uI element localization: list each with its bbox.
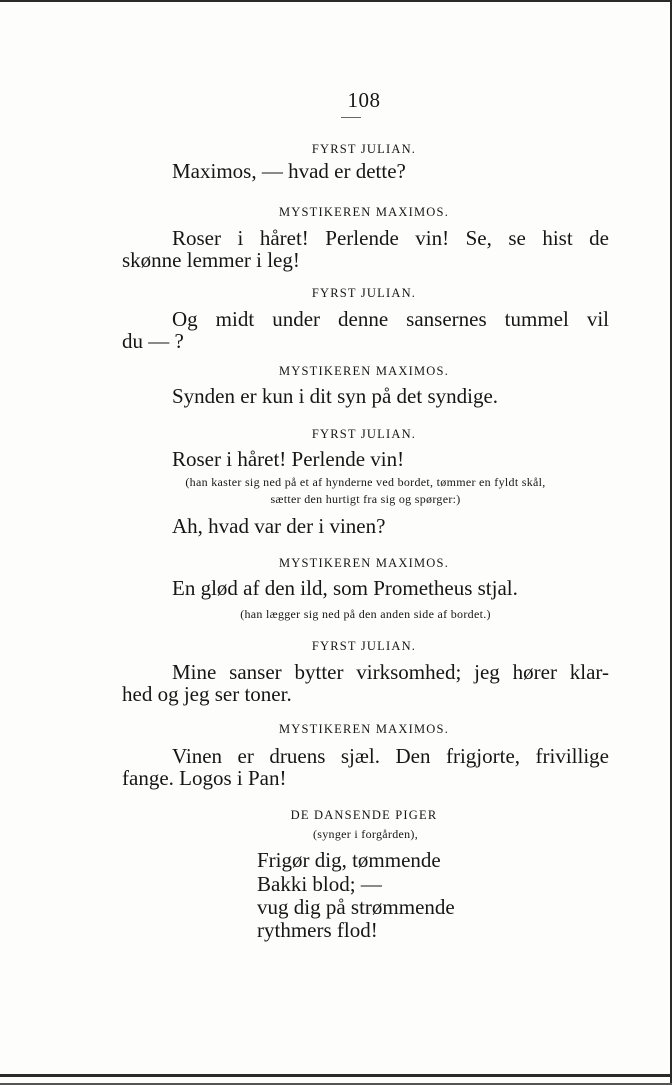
dialogue-line: Og midt under denne sansernes tummel vil [172,307,609,331]
dialogue-line: Roser i håret! Perlende vin! [172,447,405,471]
dialogue-line: Synden er kun i dit syn på det syndige. [172,384,499,408]
speaker-heading: FYRST JULIAN. [311,427,417,441]
stage-direction: (synger i forgården), [312,827,419,841]
dialogue-line: fange. Logos i Pan! [122,766,287,790]
dialogue-line: skønne lemmer i leg! [122,248,300,272]
stage-direction: sætter den hurtigt fra sig og spørger:) [270,492,461,506]
speaker-heading: MYSTIKEREN MAXIMOS. [278,364,450,378]
verse-line: rythmers flod! [257,918,378,942]
dialogue-line: Ah, hvad var der i vinen? [172,514,386,538]
dialogue-line: Maximos, — hvad er dette? [172,159,406,183]
dialogue-line: Roser i håret! Perlende vin! Se, se hist de [172,226,609,250]
speaker-heading: MYSTIKEREN MAXIMOS. [278,556,450,570]
speaker-heading: FYRST JULIAN. [311,286,417,300]
speaker-heading: FYRST JULIAN. [311,639,417,653]
verse-line: vug dig på strømmende [257,895,455,919]
speaker-heading: MYSTIKEREN MAXIMOS. [278,722,450,736]
dialogue-line: En glød af den ild, som Prometheus stjal. [172,576,518,600]
verse-line: Bakki blod; — [257,872,382,896]
stage-direction: (han kaster sig ned på et af hynderne ved bordet, tømmer en fyldt skål, [185,475,546,489]
speaker-heading: FYRST JULIAN. [311,142,417,156]
speaker-heading: MYSTIKEREN MAXIMOS. [278,205,450,219]
dialogue-line: Vinen er druens sjæl. Den frigjorte, frivillige [172,744,609,768]
scan-top-border [0,0,672,2]
page-number-rule [341,117,361,118]
dialogue-line: Mine sanser bytter virksomhed; jeg hører klar- [172,660,609,684]
dialogue-line: hed og jeg ser toner. [122,682,292,706]
speaker-heading: DE DANSENDE PIGER [290,808,438,822]
verse-line: Frigør dig, tømmende [257,848,441,872]
page-number: 108 [347,88,381,112]
dialogue-line: du — ? [122,329,184,353]
scan-bottom-border [0,1074,672,1077]
stage-direction: (han lægger sig ned på den anden side af bordet.) [240,607,491,621]
